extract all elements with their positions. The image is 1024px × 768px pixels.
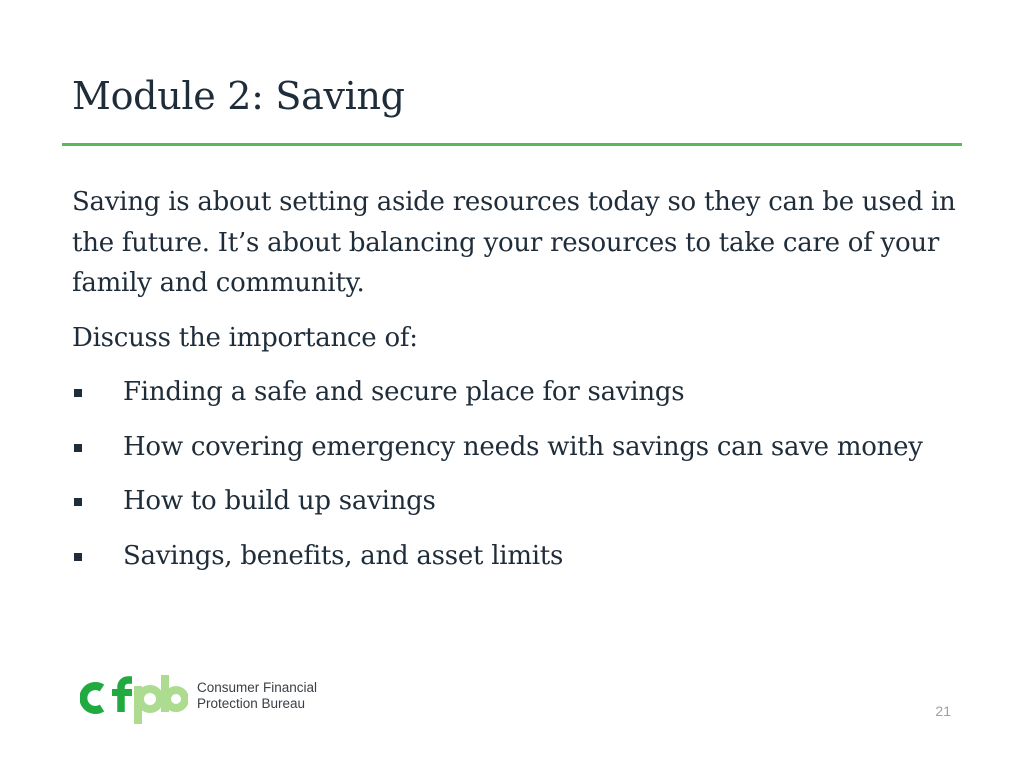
bullet-list	[72, 372, 962, 576]
bullet-item	[72, 372, 962, 413]
bullet-item	[72, 427, 962, 468]
bullet-item	[72, 536, 962, 577]
page-number: 21	[935, 703, 951, 719]
cfpb-logo-text	[197, 680, 317, 712]
square-bullet-icon	[74, 498, 82, 506]
square-bullet-icon	[74, 389, 82, 397]
intro-paragraph: Saving is about setting aside resources today so they can be used in the future. It’s about balancing your resources to take care of your family and community.	[72, 187, 956, 298]
slide-title: Module 2: Saving	[72, 74, 405, 118]
square-bullet-icon	[74, 553, 82, 561]
slide-body	[72, 182, 962, 590]
bullet-text: Savings, benefits, and asset limits	[123, 540, 564, 571]
bullet-item	[72, 481, 962, 522]
logo-name-line2: Protection Bureau	[197, 696, 306, 711]
square-bullet-icon	[74, 444, 82, 452]
discuss-paragraph: Discuss the importance of:	[72, 322, 418, 353]
bullet-text: Finding a safe and secure place for savings	[123, 377, 685, 407]
cfpb-logo	[80, 672, 317, 726]
title-divider	[62, 143, 962, 146]
bullet-text: How covering emergency needs with savings can save money	[123, 431, 923, 462]
bullet-text: How to build up savings	[123, 486, 436, 516]
cfpb-logo-mark-icon	[80, 672, 188, 726]
logo-name-line1: Consumer Financial	[197, 680, 318, 695]
